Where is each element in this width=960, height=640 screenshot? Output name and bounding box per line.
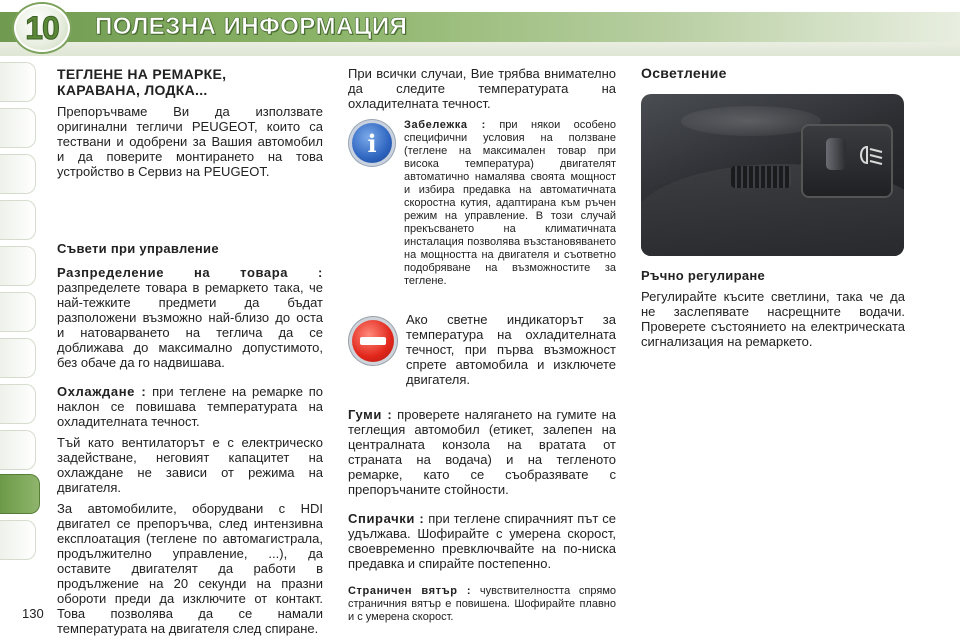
headlamp-adjust-icon [855,144,885,166]
note-text: при някои особено специфични условия на ползване (теглене на максимален товар при висока температура) двигателят автоматично намалява своята мощност и избира предавка на автоматичната скоростна кутия, адаптирана към ръчен режим на управление. В този случай прекъсването на климатичната инсталация позволява възстановяването на мощността на двигателя и съответно подобряване на възможностите за теглене. [404,119,617,287]
headlamp-adjuster-photo [641,94,904,256]
chapter-tab[interactable] [0,384,36,424]
chapter-tab[interactable] [0,108,36,148]
cooling-label: Охлаждане : [57,384,147,399]
temperature-intro: При всички случаи, Вие трябва внимателно да следите температурата на охладителната течност. [348,66,616,111]
cooling-text: при теглене на ремарке по наклон се повишава температурата на охладителната течност. [57,384,323,429]
chapter-tab[interactable] [0,62,36,102]
lighting-title: Осветление [641,65,727,81]
chapter-tab[interactable] [0,200,36,240]
page-number: 130 [22,606,44,621]
hdi-paragraph: За автомобилите, оборудвани с HDI двигател се препоръчва, след интензивна експлоатация (теглене по автомагистрала, продължително управление, ...), да оставите двигателят да работи в продължение на 20 секунди на празни обороти преди да изключите от контакт. Това позволява да се намали температурата на двигателя след спиране. [57,501,323,636]
chapter-badge [14,4,70,52]
towbar-intro: Препоръчваме Ви да използвате оригинални тегличи PEUGEOT, които са тествани и одобрени за Вашия автомобил и да поверите монтирането на това устройство в Сервиз на PEUGEOT. [57,104,323,179]
chapter-title: ПОЛЕЗНА ИНФОРМАЦИЯ [95,13,408,40]
page-header [0,0,960,56]
column-right [641,66,905,81]
chapter-tab[interactable] [0,520,36,560]
chapter-tabs [0,62,40,622]
warning-icon [352,320,394,362]
brakes-label: Спирачки : [348,511,425,526]
air-vent [731,166,791,188]
manual-adjust-text: Регулирайте късите светлини, така че да не заслепявате насрещните водачи. Проверете състоянието на електрическата сигнализация на ремаркето. [641,289,905,349]
brakes-text: при теглене спирачният път се удължава. Шофирайте с умерена скорост, своевременно превключвайте на по-ниска предавка и спирайте постепенно. [348,511,616,571]
load-text: разпределете товара в ремаркето така, че най-тежките предмети да бъдат разположени възможно най-близо до оста и натоварването на теглича да се доближава до максимално допустимото, без обаче да го надвишава. [57,280,323,370]
wind-label: Страничен вятър : [348,585,472,597]
note-label: Забележка : [404,119,486,131]
cooling-paragraph [57,384,323,429]
chapter-tab[interactable] [0,292,36,332]
chapter-tab[interactable] [0,246,36,286]
wind-paragraph [348,585,616,624]
note-block [348,119,616,288]
wind-text: чувствителността спрямо страничния вятър е повишена. Шофирайте плавно и с умерена скорост. [348,585,616,623]
chapter-tab[interactable] [0,154,36,194]
manual-adjust-title: Ръчно регулиране [641,268,766,283]
chapter-tab[interactable] [0,338,36,378]
column-left [57,66,323,636]
advice-title: Съвети при управление [57,241,219,256]
warning-text: Ако светне индикаторът за температура на охладителната течност, при първа възможност спрете автомобила и изключете двигателя. [406,312,616,387]
chapter-tab-active[interactable] [0,474,40,514]
adjust-knob [826,138,846,170]
brakes-paragraph [348,511,616,571]
load-paragraph [57,265,323,370]
column-middle [348,66,616,624]
load-label: Разпределение на товара : [57,265,323,280]
chapter-tab[interactable] [0,430,36,470]
tyres-paragraph [348,407,616,497]
chapter-number: 10 [25,9,59,46]
info-icon: i [352,123,392,163]
tyres-label: Гуми : [348,407,393,422]
section-title [57,66,323,98]
section-title-line1: ТЕГЛЕНЕ НА РЕМАРКЕ, [57,66,227,82]
fan-paragraph: Тъй като вентилаторът е с електрическо задействане, неговият капацитет на охлаждане не зависи от режима на двигателя. [57,435,323,495]
tyres-text: проверете налягането на гумите на теглещия автомобил (етикет, залепен на централната конзола на вратата от страната на водача) и на тегленото ремарке, като се съобразявате с препоръчаните стойности. [348,407,616,497]
section-title-line2: КАРАВАНА, ЛОДКА... [57,82,208,98]
warning-block [348,312,616,387]
manual-adjust-block [641,268,905,349]
